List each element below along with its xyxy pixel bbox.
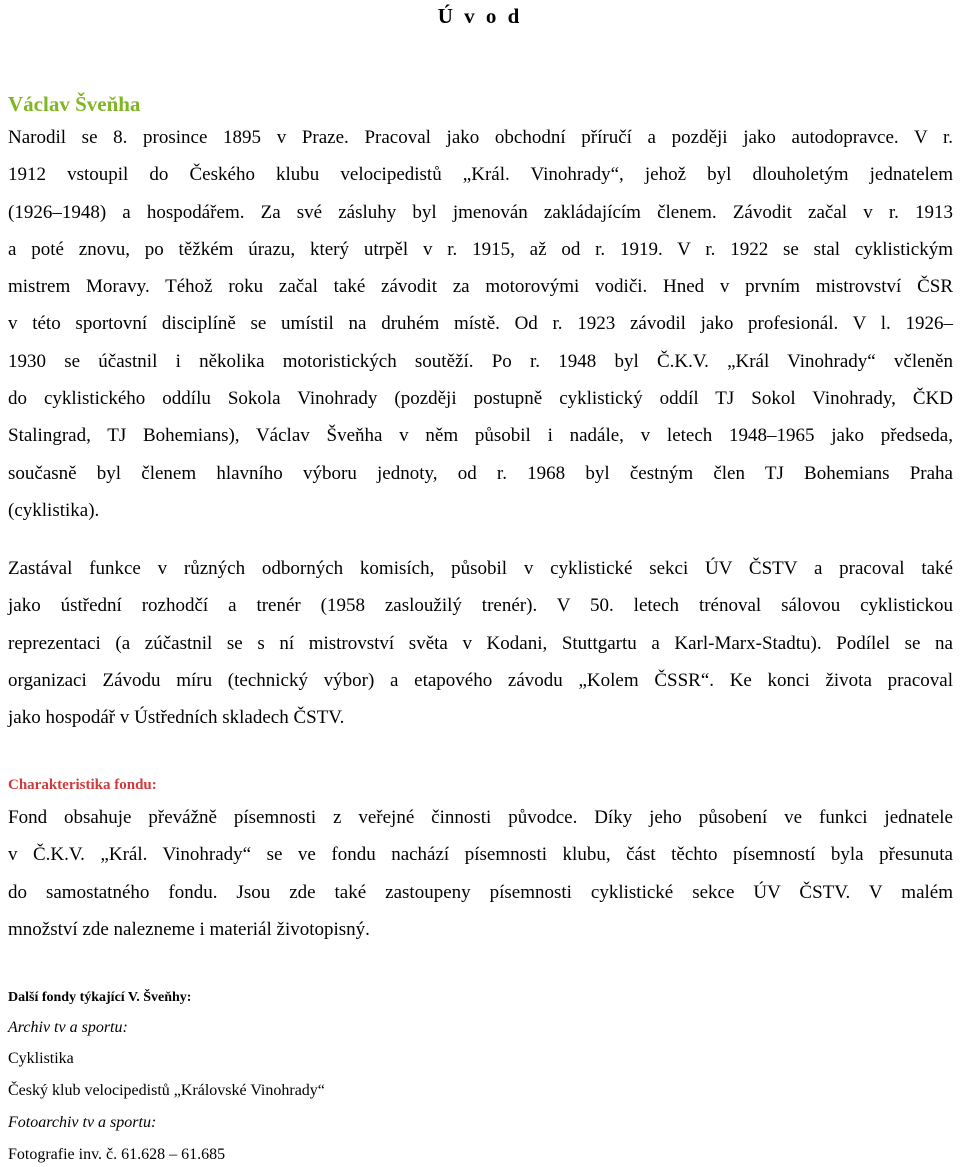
- archive-item: Cyklistika: [8, 1050, 74, 1067]
- person-name-heading: Václav Šveňha: [8, 92, 141, 116]
- fund-line: množství zde nalezneme i materiál životopisný.: [8, 918, 370, 940]
- functions-line: Zastával funkce v různých odborných komisích, působil v cyklistické sekci ÚV ČSTV a pracoval také: [8, 558, 953, 579]
- biography-paragraph: [8, 119, 953, 529]
- bio-line: mistrem Moravy. Téhož roku začal také závodit za motorovými vodiči. Hned v prvním mistrovství ČSR: [8, 276, 953, 298]
- photo-archive-label: Fotoarchiv tv a sportu:: [8, 1114, 157, 1131]
- bio-line: a poté znovu, po těžkém úrazu, který utrpěl v r. 1915, až od r. 1919. V r. 1922 se stal cyklistickým: [8, 238, 953, 260]
- fund-paragraph: [8, 799, 953, 948]
- archive-label: Archiv tv a sportu:: [8, 1019, 128, 1036]
- functions-line: reprezentaci (a zúčastnil se s ní mistrovství světa v Kodani, Stuttgartu a Karl-Marx-Stadtu). Podílel se na: [8, 632, 953, 654]
- functions-line: organizaci Závodu míru (technický výbor) a etapového závodu „Kolem ČSSR“. Ke konci života pracoval: [8, 669, 953, 691]
- bio-line: Narodil se 8. prosince 1895 v Praze. Pracoval jako obchodní příručí a později jako autodopravce. V r.: [8, 127, 953, 148]
- bio-line: v této sportovní disciplíně se umístil na druhém místě. Od r. 1923 závodil jako profesionál. V l. 1926–: [8, 313, 953, 335]
- fund-line: Fond obsahuje převážně písemnosti z veřejné činnosti původce. Díky jeho působení ve funkci jednatele: [8, 807, 953, 828]
- photo-archive-item: Fotografie inv. č. 61.628 – 61.685: [8, 1146, 226, 1163]
- functions-line: jako ústřední rozhodčí a trenér (1958 zasloužilý trenér). V 50. letech trénoval sálovou cyklistickou: [8, 595, 953, 617]
- fund-line: do samostatného fondu. Jsou zde také zastoupeny písemnosti cyklistické sekce ÚV ČSTV. V malém: [8, 881, 953, 903]
- fund-section-heading: Charakteristika fondu:: [8, 777, 157, 793]
- bio-line: 1930 se účastnil i několika motoristických soutěží. Po r. 1948 byl Č.K.V. „Král Vinohrady“ včleněn: [8, 350, 953, 372]
- related-funds-heading: Další fondy týkající V. Šveňhy:: [8, 990, 192, 1005]
- bio-line: (1926–1948) a hospodářem. Za své zásluhy byl jmenován zakládajícím členem. Závodit začal v r. 1913: [8, 201, 953, 223]
- bio-line: současně byl členem hlavního výboru jednoty, od r. 1968 byl čestným člen TJ Bohemians Praha: [8, 462, 953, 484]
- archive-item: Český klub velocipedistů „Královské Vinohrady“: [8, 1082, 325, 1099]
- functions-paragraph: [8, 550, 953, 736]
- bio-line: do cyklistického oddílu Sokola Vinohrady (později postupně cyklistický oddíl TJ Sokol Vinohrady, ČKD: [8, 388, 953, 410]
- bio-line: 1912 vstoupil do Českého klubu velocipedistů „Král. Vinohrady“, jehož byl dlouholetým jednatelem: [8, 164, 953, 186]
- functions-line: jako hospodář v Ústředních skladech ČSTV.: [8, 707, 345, 729]
- bio-line: (cyklistika).: [8, 499, 100, 521]
- bio-line: Stalingrad, TJ Bohemians), Václav Šveňha v něm působil i nadále, v letech 1948–1965 jako předseda,: [8, 425, 953, 447]
- page-title: Ú v o d: [437, 4, 523, 28]
- fund-line: v Č.K.V. „Král. Vinohrady“ se ve fondu nachází písemnosti klubu, část těchto písemností byla přesunuta: [8, 844, 953, 866]
